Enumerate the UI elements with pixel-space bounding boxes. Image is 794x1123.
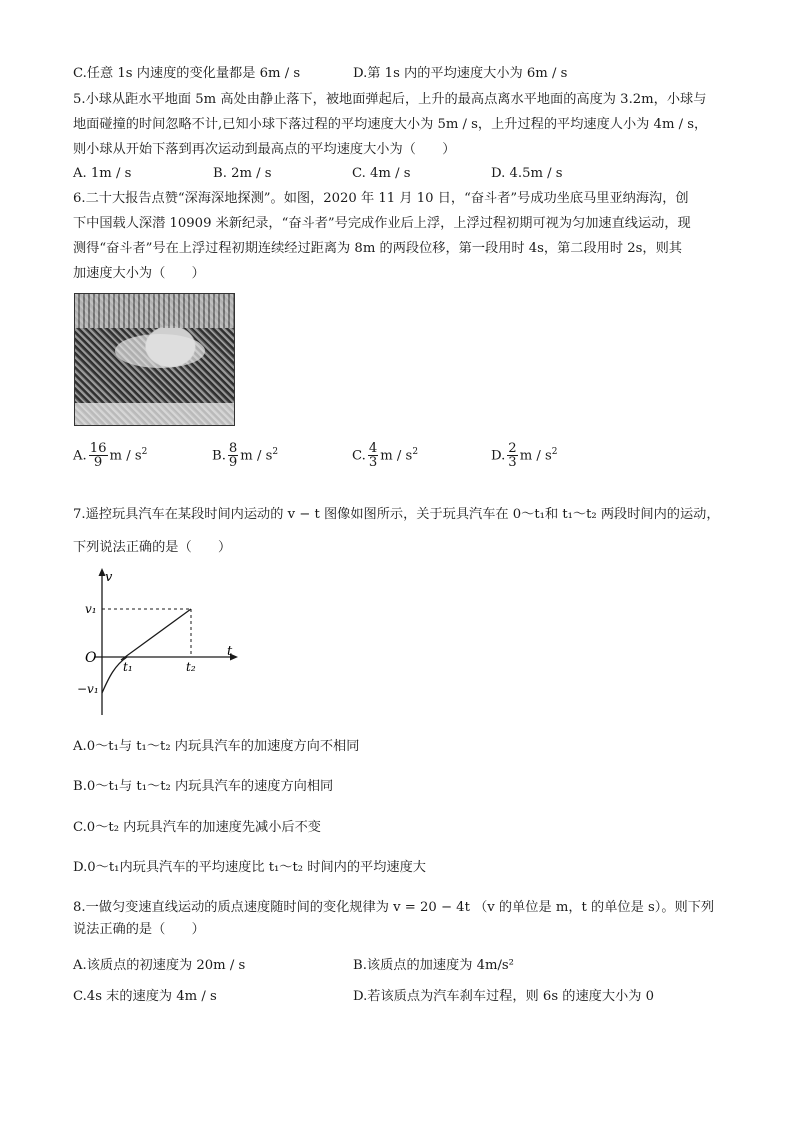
origin-label: O (85, 650, 97, 666)
q6-option-c: C. $\frac{4}{3}$ m / $s^2$ (352, 441, 419, 471)
q4-option-c: C.任意 1s 内速度的变化量都是 6m / s (73, 66, 301, 81)
q6-line-3: 测得“奋斗者”号在上浮过程初期连续经过距离为 8m 的两段位移，第一段用时 4s，第二段用时 2s，则其 (73, 241, 682, 256)
option-label: A. (73, 448, 87, 464)
q8-option-b: B.该质点的加速度为 4m/s² (353, 958, 514, 973)
q7-line-1: 7.遥控玩具汽车在某段时间内运动的 v − t 图像如图所示，关于玩具汽车在 0～t₁和 t₁～t₂ 两段时间内的运动， (73, 507, 720, 522)
q4-option-d: D.第 1s 内的平均速度大小为 6m / s (353, 66, 568, 81)
q7-option-d: D.0～t₁内玩具汽车的平均速度比 t₁～t₂ 时间内的平均速度大 (73, 860, 426, 875)
q5-option-c: C. 4m / s (352, 166, 411, 181)
q8-line-2: 说法正确的是（ ） (73, 922, 205, 937)
submersible-photo (74, 293, 235, 426)
q5-option-b: B. 2m / s (213, 166, 272, 181)
q7-line-2: 下列说法正确的是（ ） (73, 540, 232, 555)
vt-line-segment (121, 609, 191, 660)
q5-line-1: 5.小球从距水平地面 5m 高处由静止落下，被地面弹起后，上升的最高点离水平地面的高度为 3.2m，小球与 (73, 92, 707, 107)
option-label: D. (491, 448, 506, 464)
fraction: $\frac{4}{3}$ (368, 441, 378, 471)
option-label: C. (352, 448, 366, 464)
q8-option-a: A.该质点的初速度为 20m / s (73, 958, 246, 973)
t2-label: t₂ (186, 660, 196, 674)
q5-line-2: 地面碰撞的时间忽略不计,已知小球下落过程的平均速度大小为 5m / s，上升过程的平均速度人小为 4m / s， (73, 117, 708, 132)
q7-option-a: A.0～t₁与 t₁～t₂ 内玩具汽车的加速度方向不相同 (73, 739, 360, 754)
fraction: $\frac{2}{3}$ (508, 441, 517, 471)
q6-line-1: 6.二十大报告点赞“深海深地探测”。如图，2020 年 11 月 10 日，“奋斗者”号成功坐底马里亚纳海沟，创 (73, 191, 689, 206)
q6-line-4: 加速度大小为（ ） (73, 266, 205, 281)
vt-graph (75, 565, 245, 720)
fraction: $\frac{16}{9}$ (89, 441, 107, 471)
t1-label: t₁ (123, 660, 133, 674)
v1-label: v₁ (85, 602, 97, 616)
fraction: $\frac{8}{9}$ (228, 441, 238, 471)
option-label: B. (212, 448, 226, 464)
q8-line-1: 8.一做匀变速直线运动的质点速度随时间的变化规律为 v = 20 − 4t （v 的单位是 m，t 的单位是 s）。则下列 (73, 900, 715, 915)
q5-option-d: D. 4.5m / s (491, 166, 563, 181)
q5-line-3: 则小球从开始下落到再次运动到最高点的平均速度大小为（ ） (73, 142, 456, 157)
q5-option-a: A. 1m / s (73, 166, 132, 181)
q6-line-2: 下中国载人深潜 10909 米新纪录，“奋斗者”号完成作业后上浮，上浮过程初期可视为匀加速直线运动，现 (73, 216, 691, 231)
t-axis-label: t (227, 644, 233, 659)
q6-option-b: B. $\frac{8}{9}$ m / $s^2$ (212, 441, 279, 471)
q8-option-d: D.若该质点为汽车刹车过程，则 6s 的速度大小为 0 (353, 989, 654, 1004)
q7-option-c: C.0～t₂ 内玩具汽车的加速度先减小后不变 (73, 820, 321, 835)
q8-option-c: C.4s 末的速度为 4m / s (73, 989, 217, 1004)
neg-v1-label: −v₁ (77, 682, 99, 696)
q7-option-b: B.0～t₁与 t₁～t₂ 内玩具汽车的速度方向相同 (73, 779, 334, 794)
q6-option-d: D. $\frac{2}{3}$ m / $s^2$ (491, 441, 558, 471)
v-axis-label: v (105, 570, 113, 585)
q6-option-a: A. $\frac{16}{9}$ m / $s^2$ (73, 441, 148, 471)
